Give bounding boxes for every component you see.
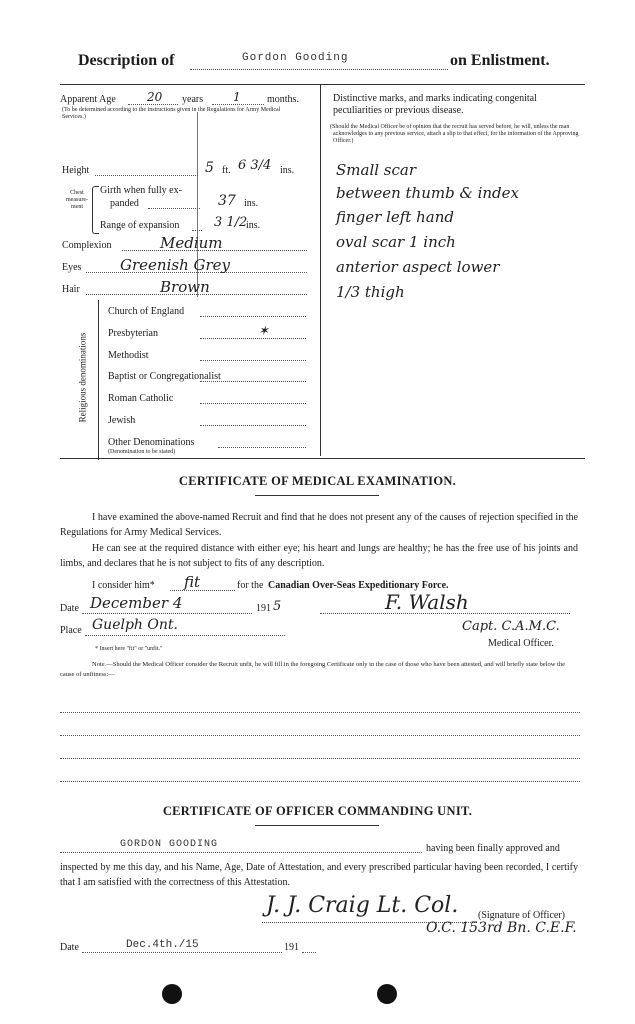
hair-label: Hair — [62, 284, 80, 295]
distinctive-mark-line: Small scar — [336, 161, 417, 179]
denomination-label: Presbyterian — [108, 327, 158, 339]
religion-bracket-line — [98, 300, 99, 460]
medical-paragraph-1: I have examined the above-named Recruit and find that he does not present any of the causes of rejection specified in the Regulations for Army Medical Services. — [60, 512, 578, 538]
girth-label-line2: panded — [110, 198, 139, 209]
denomination-dotted-line — [200, 425, 306, 426]
consider-label: I consider him* — [92, 580, 155, 591]
punch-hole-left — [162, 984, 182, 1004]
distinctive-marks-title: Distinctive marks, and marks indicating congenital peculiarities or previous disease. — [333, 93, 537, 116]
commanding-recruit-name: GORDON GOODING — [120, 839, 219, 850]
distinctive-mark-line: between thumb & index — [336, 184, 519, 202]
punch-hole-right — [377, 984, 397, 1004]
column-divider — [320, 84, 321, 456]
denomination-dotted-line — [200, 360, 306, 361]
denomination-label: Other Denominations — [108, 436, 195, 448]
distinctive-marks-note: (Should the Medical Officer be of opinion that the recruit has served before, he will, unless the man acknowledges to any previous service, attach a slip to that effect, for the information of the Approving Officer.) — [330, 124, 579, 144]
medical-paragraph-2: He can see at the required distance with either eye; his heart and lungs are healthy; he has the free use of his joints and limbs, and declares that he is not subject to fits of any description. — [60, 543, 578, 569]
fit-value: fit — [184, 573, 201, 591]
denomination-label: Jewish — [108, 415, 136, 426]
place-value: Guelph Ont. — [92, 617, 178, 633]
distinctive-mark-line: 1/3 thigh — [336, 283, 405, 301]
signature-of-officer-label: (Signature of Officer) — [478, 910, 566, 921]
chest-label: Chest measure-ment — [66, 190, 88, 210]
unfitness-line-1 — [60, 712, 580, 713]
denomination-dotted-line — [200, 403, 306, 404]
hair-value: Brown — [160, 278, 210, 296]
denomination-label: Baptist or Congregationalist — [108, 371, 221, 383]
date-label: Date — [60, 603, 79, 614]
age-label: Apparent Age — [60, 94, 116, 105]
other-denomination-note: (Denomination to be stated) — [108, 449, 176, 455]
unfitness-line-3 — [60, 758, 580, 759]
officer-year-prefix: 191 — [284, 942, 299, 953]
header-prefix: Description of — [78, 52, 175, 69]
complexion-label: Complexion — [62, 240, 112, 251]
recruit-name: Gordon Gooding — [242, 52, 349, 64]
consider-suffix: for the — [237, 580, 264, 591]
months-label: months. — [267, 94, 299, 105]
years-label: years — [182, 94, 204, 105]
denomination-dotted-line — [200, 338, 306, 339]
year-prefix: 191 — [256, 603, 271, 614]
medical-certificate-title: CERTIFICATE OF MEDICAL EXAMINATION. — [178, 474, 457, 488]
header-suffix: on Enlistment. — [450, 52, 550, 69]
distinctive-mark-line: oval scar 1 inch — [336, 233, 456, 251]
medical-officer-label: Medical Officer. — [488, 638, 554, 649]
distinctive-mark-line: anterior aspect lower — [336, 258, 500, 276]
expeditionary-force: Canadian Over-Seas Expeditionary Force. — [268, 580, 449, 591]
exam-date-value: December 4 — [90, 594, 183, 612]
range-ins-label: ins. — [246, 220, 261, 231]
officer-certificate-title: CERTIFICATE OF OFFICER COMMANDING UNIT. — [162, 804, 473, 818]
year-value: 5 — [273, 599, 282, 614]
officer-title-underline — [255, 825, 379, 826]
girth-ins-label: ins. — [244, 198, 259, 209]
unfitness-line-2 — [60, 735, 580, 736]
height-feet-value: 5 — [205, 160, 214, 176]
name-dotted-line — [190, 69, 448, 70]
fit-footnote: * Insert here "fit" or "unfit." — [95, 646, 163, 652]
girth-value: 37 — [218, 193, 236, 209]
range-label: Range of expansion — [100, 220, 180, 231]
girth-label-line1: Girth when fully ex- — [100, 185, 182, 196]
officer-paragraph: inspected by me this day, and his Name, Age, Date of Attestation, and every prescribed particular having been recorded, I certify that I am satisfied with the correctness of this Attestation. — [60, 862, 578, 888]
unfitness-line-4 — [60, 781, 580, 782]
complexion-value: Medium — [160, 234, 223, 252]
denomination-dotted-line — [218, 447, 306, 448]
commanding-officer-unit: O.C. 153rd Bn. C.E.F. — [426, 920, 577, 936]
medical-title-underline — [255, 495, 379, 496]
denomination-dotted-line — [200, 316, 306, 317]
top-rule — [60, 84, 585, 85]
denomination-dotted-line — [200, 381, 306, 382]
age-note: (To be determined according to the instructions given in the Regulations for Army Medical Services.) — [62, 107, 281, 120]
height-label: Height — [62, 165, 90, 176]
feet-label: ft. — [222, 165, 231, 176]
eyes-value: Greenish Grey — [120, 256, 230, 274]
unfit-note: Note.—Should the Medical Officer consider the Recruit unfit, he will fill in the foregoing Certificate only in the case of those who have been attested, and will briefly state below the cause of unfitness:— — [60, 661, 565, 678]
distinctive-mark-line: finger left hand — [336, 208, 454, 226]
section-rule — [60, 458, 585, 459]
officer-date-label: Date — [60, 942, 79, 953]
height-inches-value: 6 3/4 — [238, 158, 272, 173]
denomination-label: Roman Catholic — [108, 393, 174, 405]
age-months-value: 1 — [233, 90, 241, 104]
chest-bracket — [92, 186, 99, 234]
denomination-mark: ✶ — [258, 323, 269, 339]
range-value: 3 1/2 — [214, 215, 248, 230]
medical-officer-rank: Capt. C.A.M.C. — [462, 619, 560, 634]
religion-label: Religious denominations — [77, 332, 88, 423]
denomination-label: Church of England — [108, 306, 185, 317]
denomination-label: Methodist — [108, 349, 149, 361]
inches-label: ins. — [280, 165, 295, 176]
officer-date-value: Dec.4th./15 — [126, 939, 199, 951]
place-label: Place — [60, 625, 82, 636]
officer-para-suffix: having been finally approved and — [426, 843, 560, 854]
medical-officer-signature: F. Walsh — [385, 590, 469, 614]
eyes-label: Eyes — [62, 262, 82, 273]
age-years-value: 20 — [147, 90, 163, 104]
commanding-officer-signature: J. J. Craig Lt. Col. — [266, 893, 459, 918]
